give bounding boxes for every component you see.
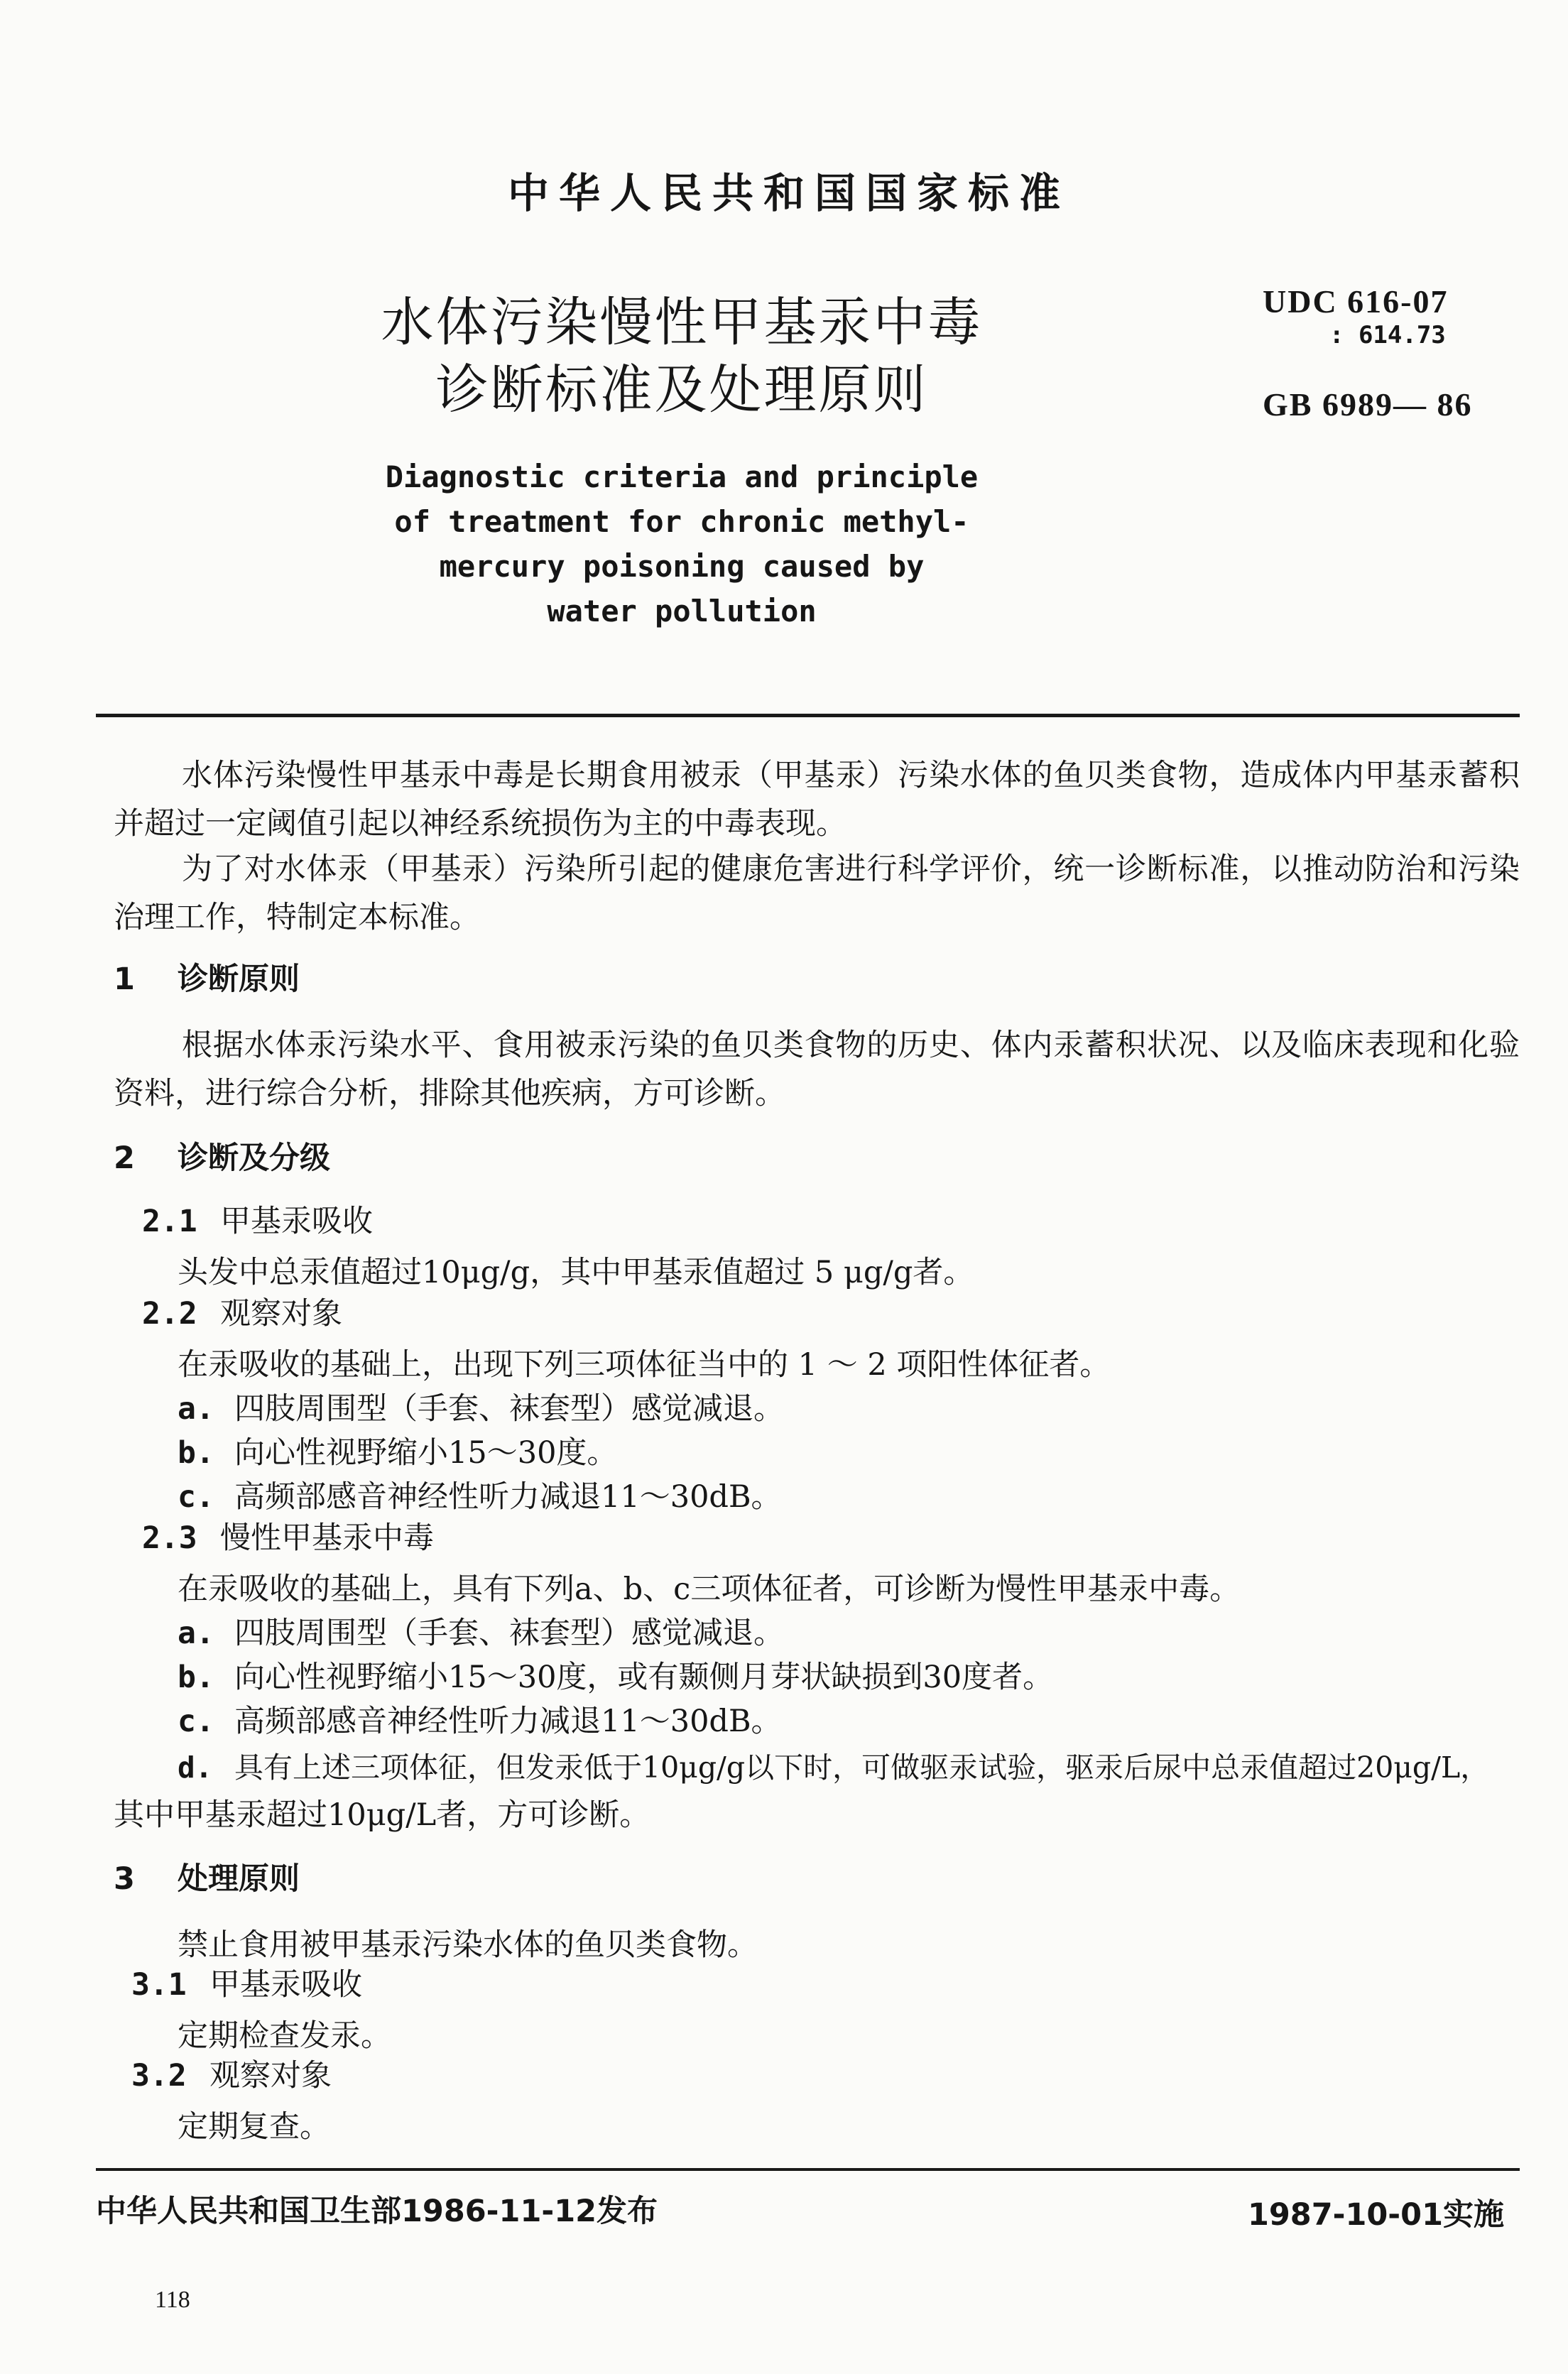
subsection-2-1-heading [142,1200,373,1243]
subsection-3-1-heading [131,1964,362,2006]
list-item-label: b. [178,1435,214,1471]
udc-code: UDC 616-07 [1263,283,1449,320]
udc-subcode: : 614.73 [1329,321,1446,349]
subsection-title: 慢性甲基汞中毒 [220,1520,434,1556]
issue-date: 中华人民共和国卫生部1986-11-12发布 [96,2194,658,2229]
subsection-number: 2.2 [142,1296,197,1332]
intro-paragraph-2: 为了对水体汞（甲基汞）污染所引起的健康危害进行科学评价，统一诊断标准，以推动防治和污染治理工作，特制定本标准。 [114,851,1520,935]
english-title-line: of treatment for chronic methyl- [394,504,969,539]
subsection-3-2-heading [131,2054,332,2097]
section-number: 2 [114,1140,135,1176]
gb-code: GB 6989— 86 [1263,386,1473,423]
subsection-3-1-body: 定期检查发汞。 [178,2018,391,2054]
subsection-2-1-body: 头发中总汞值超过10μg/g，其中甲基汞值超过 5 μg/g者。 [178,1255,974,1290]
list-item-continuation: 其中甲基汞超过10μg/L者，方可诊断。 [114,1797,650,1833]
list-item [178,1385,784,1428]
subsection-number: 2.1 [142,1204,197,1239]
list-item-label: c. [178,1704,214,1739]
section-1-heading [114,955,300,998]
list-item [178,1429,617,1472]
list-item [178,1473,782,1516]
document-title-line2: 诊断标准及处理原则 [435,359,928,420]
list-item-text: 高频部感音神经性听力减退11～30dB。 [234,1704,782,1739]
english-title [320,454,1044,633]
section-title: 诊断及分级 [178,1140,330,1176]
effective-date: 1987-10-01实施 [1247,2197,1504,2233]
list-item [178,1609,784,1652]
subsection-number: 2.3 [142,1520,197,1556]
section-2-heading [114,1134,330,1177]
subsection-number: 3.1 [131,1967,187,2003]
subsection-title: 观察对象 [220,1296,342,1332]
section-title: 诊断原则 [178,962,300,997]
subsection-2-2-heading [142,1292,342,1335]
list-item-label: a. [178,1391,214,1427]
english-title-line: water pollution [547,594,817,628]
list-item [178,1744,1489,1786]
list-item-label: d. [178,1750,213,1785]
intro-paragraph-1: 水体污染慢性甲基汞中毒是长期食用被汞（甲基汞）污染水体的鱼贝类食物，造成体内甲基汞蓄积并超过一定阈值引起以神经系统损伤为主的中毒表现。 [114,758,1520,842]
section-number: 1 [114,962,135,997]
section-3-body: 禁止食用被甲基汞污染水体的鱼贝类食物。 [178,1927,758,1963]
footer-divider [96,2168,1520,2171]
page-number: 118 [155,2287,190,2313]
list-item-text: 具有上述三项体征，但发汞低于10μg/g以下时，可做驱汞试验，驱汞后尿中总汞值超过20μg/L， [234,1750,1490,1785]
national-standard-header: 中华人民共和国国家标准 [507,169,1070,217]
list-item-label: a. [178,1616,214,1651]
section-number: 3 [114,1861,135,1897]
list-item-text: 向心性视野缩小15～30度，或有颞侧月芽状缺损到30度者。 [234,1660,1054,1695]
subsection-title: 甲基汞吸收 [209,1967,362,2003]
english-title-line: Diagnostic criteria and principle [385,459,979,494]
document-title-line1: 水体污染慢性甲基汞中毒 [381,292,983,353]
list-item-text: 四肢周围型（手套、袜套型）感觉减退。 [234,1616,784,1651]
english-title-line: mercury poisoning caused by [439,549,925,584]
list-item-label: c. [178,1479,214,1515]
list-item-label: b. [178,1660,214,1695]
list-item [178,1697,782,1741]
subsection-number: 3.2 [131,2058,187,2093]
list-item-text: 向心性视野缩小15～30度。 [234,1435,618,1471]
subsection-title: 甲基汞吸收 [220,1204,373,1239]
subsection-2-3-body: 在汞吸收的基础上，具有下列a、b、c三项体征者，可诊断为慢性甲基汞中毒。 [178,1572,1241,1607]
subsection-2-3-heading [142,1517,434,1559]
subsection-title: 观察对象 [209,2058,332,2093]
section-1-body: 根据水体汞污染水平、食用被汞污染的鱼贝类食物的历史、体内汞蓄积状况、以及临床表现和化验资料，进行综合分析，排除其他疾病，方可诊断。 [114,1028,1520,1111]
list-item-text: 高频部感音神经性听力减退11～30dB。 [234,1479,782,1515]
subsection-2-2-body: 在汞吸收的基础上，出现下列三项体征当中的 1 ～ 2 项阳性体征者。 [178,1347,1111,1383]
subsection-3-2-body: 定期复查。 [178,2109,330,2145]
section-title: 处理原则 [178,1861,300,1897]
list-item [178,1653,1053,1697]
list-item-text: 四肢周围型（手套、袜套型）感觉减退。 [234,1391,784,1427]
header-divider [96,714,1520,717]
section-3-heading [114,1855,300,1898]
